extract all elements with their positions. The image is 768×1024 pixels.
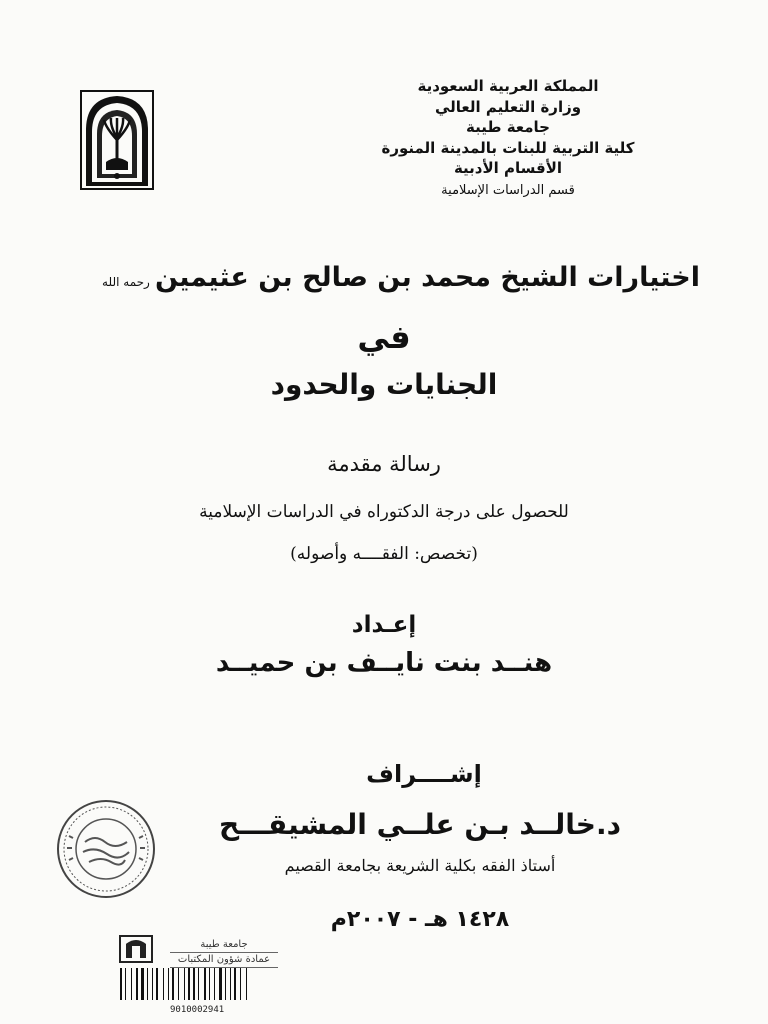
barcode-bar — [230, 968, 231, 1000]
barcode-bar — [184, 968, 185, 1000]
thesis-degree: للحصول على درجة الدكتوراه في الدراسات الإسلامية — [199, 502, 569, 522]
header-university: جامعة طيبة — [466, 118, 550, 136]
barcode-bar — [125, 968, 126, 1000]
thesis-title — [100, 262, 700, 293]
barcode-bar — [240, 968, 241, 1000]
title-connector: في — [357, 318, 411, 356]
supervisor-name: د.خالــد بـن علــي المشيقـــح — [219, 808, 621, 841]
barcode-bar — [156, 968, 158, 1000]
header-country: المملكة العربية السعودية — [417, 77, 599, 95]
barcode-bar — [193, 968, 195, 1000]
barcode-icon — [118, 966, 276, 1002]
supervisor-affiliation: أستاذ الفقه بكلية الشريعة بجامعة القصيم — [284, 856, 556, 875]
library-emblem-icon — [118, 934, 154, 964]
title-main: اختيارات الشيخ محمد بن صالح بن عثيمين — [154, 262, 700, 293]
barcode-bar — [147, 968, 148, 1000]
barcode-bar — [204, 968, 206, 1000]
author-name: هنــد بنت نايــف بن حميــد — [215, 648, 553, 678]
header-division: الأقسام الأدبية — [453, 159, 563, 177]
library-stamp — [170, 938, 278, 968]
barcode-bar — [219, 968, 222, 1000]
supervision-label: إشــــراف — [366, 760, 482, 788]
circular-seal-icon — [55, 798, 157, 900]
barcode-bar — [198, 968, 199, 1000]
title-subject: الجنايات والحدود — [270, 368, 498, 401]
stamp-line-university: جامعة طيبة — [170, 938, 278, 953]
barcode-bar — [225, 968, 226, 1000]
barcode-bar — [246, 968, 247, 1000]
barcode-bar — [172, 968, 174, 1000]
thesis-specialization: (تخصص: الفقــــه وأصوله) — [290, 544, 478, 564]
barcode-bar — [214, 968, 215, 1000]
header-college: كلية التربية للبنات بالمدينة المنورة — [381, 138, 635, 157]
barcode-bar — [120, 968, 122, 1000]
header-department: قسم الدراسات الإسلامية — [441, 182, 575, 198]
barcode-bar — [234, 968, 236, 1000]
barcode-bar — [141, 968, 144, 1000]
thesis-date: ١٤٢٨ هـ - ٢٠٠٧م — [330, 907, 510, 932]
institution-header — [348, 76, 668, 201]
header-ministry: وزارة التعليم العالي — [434, 97, 582, 116]
preparation-label: إعـداد — [351, 612, 417, 638]
barcode-bar — [178, 968, 179, 1000]
barcode-bar — [168, 968, 169, 1000]
barcode-bar — [163, 968, 164, 1000]
thesis-type: رسالة مقدمة — [327, 452, 441, 476]
barcode-bar — [209, 968, 210, 1000]
barcode-bar — [152, 968, 153, 1000]
barcode-bar — [131, 968, 132, 1000]
university-logo-icon — [80, 90, 154, 190]
barcode-bar — [188, 968, 190, 1000]
stamp-line-deanship: عمادة شؤون المكتبات — [170, 953, 278, 968]
title-honorific: رحمه الله — [102, 274, 150, 289]
barcode-number: 9010002941 — [170, 1005, 225, 1015]
barcode-bar — [136, 968, 138, 1000]
